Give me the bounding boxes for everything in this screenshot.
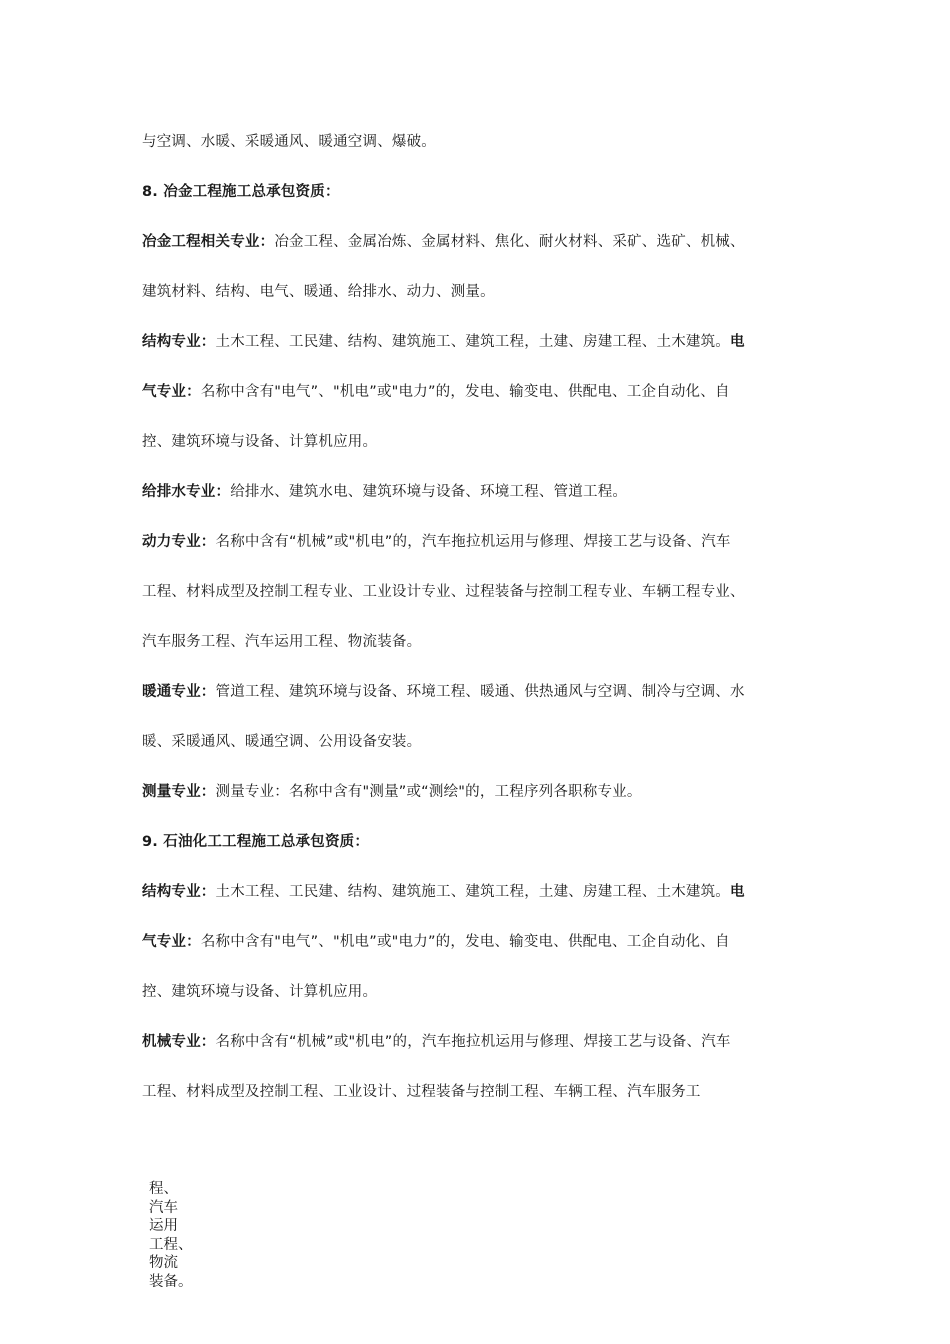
text-line xyxy=(142,232,745,252)
text-line xyxy=(142,782,642,802)
text-line xyxy=(142,882,745,902)
text-line xyxy=(142,832,369,852)
text-run: 土木工程、工民建、结构、建筑施工、建筑工程，土建、房建工程、土木建筑。 xyxy=(215,884,730,900)
text-run: 暖、采暖通风、暖通空调、公用设备安装。 xyxy=(142,734,422,750)
text-line xyxy=(142,482,627,502)
tail-fragment: 装备。 xyxy=(149,1273,193,1290)
bold-label: 结构专业： xyxy=(142,334,216,350)
text-run: 工程、材料成型及控制工程、工业设计、过程装备与控制工程、车辆工程、汽车服务工 xyxy=(142,1084,701,1100)
bold-label: 测量专业： xyxy=(142,784,216,800)
text-run: 工程、材料成型及控制工程专业、工业设计专业、过程装备与控制工程专业、车辆工程专业、 xyxy=(142,584,745,600)
text-line xyxy=(142,282,495,302)
text-line xyxy=(142,1032,731,1052)
text-run: 与空调、水暖、采暖通风、暖通空调、爆破。 xyxy=(142,134,436,150)
tail-fragment: 程、 xyxy=(149,1181,178,1197)
text-run: 控、建筑环境与设备、计算机应用。 xyxy=(142,984,378,1000)
text-run: 土木工程、工民建、结构、建筑施工、建筑工程，土建、房建工程、土木建筑。 xyxy=(215,334,730,350)
text-run: 名称中含有"电气”、"机电”或"电力”的，发电、输变电、供配电、工企自动化、自 xyxy=(200,384,730,400)
text-run: 名称中含有“机械”或"机电”的，汽车拖拉机运用与修理、焊接工艺与设备、汽车 xyxy=(215,1034,731,1050)
text-line xyxy=(142,382,730,402)
tail-fragment: 汽车 xyxy=(149,1199,178,1216)
text-run: 管道工程、建筑环境与设备、环境工程、暖通、供热通风与空调、制冷与空调、水 xyxy=(215,684,745,700)
bold-label: 电 xyxy=(730,884,745,900)
text-line xyxy=(142,582,745,602)
text-line xyxy=(142,632,421,652)
bold-label: 给排水专业： xyxy=(142,484,231,500)
text-run: 给排水、建筑水电、建筑环境与设备、环境工程、管道工程。 xyxy=(230,484,628,500)
text-run: 测量专业：名称中含有"测量”或“测绘"的，工程序列各职称专业。 xyxy=(215,784,642,800)
text-run: 汽车服务工程、汽车运用工程、物流装备。 xyxy=(142,634,422,650)
bold-label: 电 xyxy=(730,334,745,350)
text-line xyxy=(142,332,745,352)
text-run: 名称中含有“机械”或"机电”的，汽车拖拉机运用与修理、焊接工艺与设备、汽车 xyxy=(215,534,731,550)
bold-label: 机械专业： xyxy=(142,1034,216,1050)
bold-label: 气专业： xyxy=(142,384,201,400)
bold-label: 气专业： xyxy=(142,934,201,950)
text-line xyxy=(142,532,731,552)
bold-label: 暖通专业： xyxy=(142,684,216,700)
text-line xyxy=(142,132,436,152)
text-line xyxy=(142,432,377,452)
text-line xyxy=(142,732,421,752)
bold-label: 8. 冶金工程施工总承包资质： xyxy=(142,184,340,200)
text-line xyxy=(142,982,377,1002)
text-line xyxy=(142,1082,701,1102)
text-run: 控、建筑环境与设备、计算机应用。 xyxy=(142,434,378,450)
text-line xyxy=(142,682,745,702)
tail-fragment: 物流 xyxy=(149,1255,178,1271)
text-run: 名称中含有"电气”、"机电”或"电力”的，发电、输变电、供配电、工企自动化、自 xyxy=(200,934,730,950)
text-run: 冶金工程、金属冶炼、金属材料、焦化、耐火材料、采矿、选矿、机械、 xyxy=(274,234,745,250)
tail-fragment: 运用 xyxy=(149,1218,178,1234)
bold-label: 结构专业： xyxy=(142,884,216,900)
bold-label: 9. 石油化工工程施工总承包资质： xyxy=(142,834,370,850)
bold-label: 动力专业： xyxy=(142,534,216,550)
text-line xyxy=(142,182,340,202)
bold-label: 冶金工程相关专业： xyxy=(142,234,275,250)
text-line xyxy=(142,932,730,952)
text-run: 建筑材料、结构、电气、暖通、给排水、动力、测量。 xyxy=(142,284,495,300)
tail-fragment: 工程、 xyxy=(149,1236,193,1253)
document-tail-column xyxy=(149,1180,193,1291)
